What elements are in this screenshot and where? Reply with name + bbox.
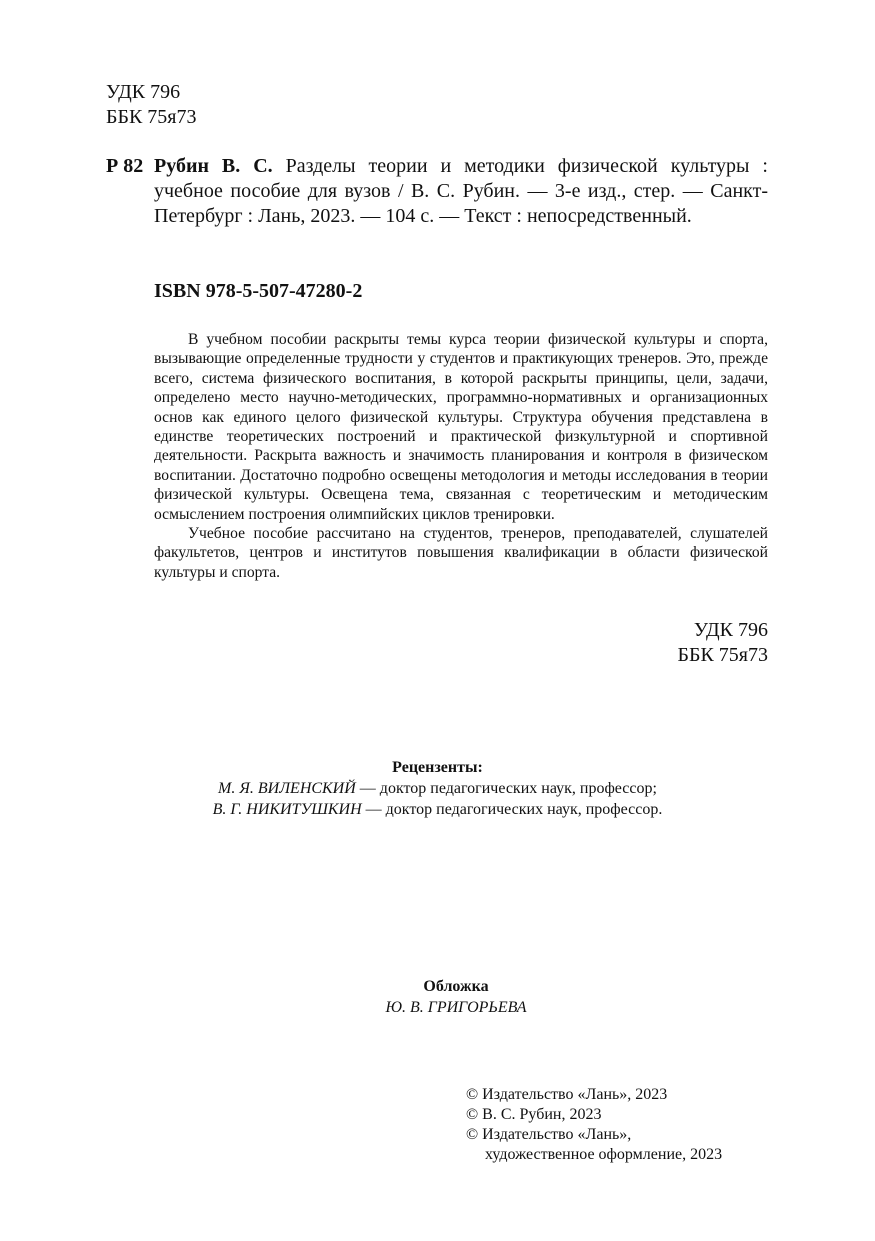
- reviewers: [0, 757, 875, 820]
- bibliographic-description: [154, 154, 768, 229]
- udk-code: УДК 796: [106, 81, 181, 103]
- cover-designer: Ю. В. ГРИГОРЬЕВА: [385, 999, 527, 1016]
- udk-bbk-footer: [600, 618, 768, 668]
- reviewer-line: [0, 778, 875, 799]
- reviewer-description: — доктор педагогических наук, профессор;: [355, 780, 657, 797]
- description-text: Разделы теории и методики физической культуры : учебное пособие для вузов / В. С. Рубин. — 3-е изд., стер. — Санкт-Петербург : Лань, 2023. — 104 с. — Текст : непосредственный.: [154, 155, 768, 227]
- reviewer-line: [0, 799, 875, 820]
- isbn: ISBN 978-5-507-47280-2: [154, 280, 363, 302]
- bbk-code: ББК 75я73: [106, 106, 197, 128]
- reviewers-heading: Рецензенты:: [392, 759, 483, 776]
- annotation-paragraph: Учебное пособие рассчитано на студентов, тренеров, преподавателей, слушателей факультетов, центров и институтов повышения квалификации в области физической культуры и спорта.: [154, 525, 768, 581]
- copyright-block: [466, 1085, 722, 1165]
- annotation: [154, 330, 768, 582]
- copyright-line: © Издательство «Лань»,: [466, 1126, 632, 1143]
- reviewer-name: М. Я. ВИЛЕНСКИЙ: [218, 780, 356, 797]
- udk-bbk-header: [106, 80, 197, 130]
- cover-heading: Обложка: [423, 978, 489, 995]
- reviewer-description: — доктор педагогических наук, профессор.: [361, 801, 663, 818]
- copyright-line: © В. С. Рубин, 2023: [466, 1106, 602, 1123]
- copyright-line: © Издательство «Лань», 2023: [466, 1086, 668, 1103]
- udk-code: УДК 796: [693, 619, 768, 641]
- cover-credit: [0, 976, 875, 1018]
- reviewer-name: В. Г. НИКИТУШКИН: [212, 801, 362, 818]
- author-name: Рубин В. С.: [154, 155, 273, 177]
- author-sign: Р 82: [106, 155, 144, 177]
- bbk-code: ББК 75я73: [677, 644, 768, 666]
- bibliographic-entry: [106, 154, 768, 229]
- annotation-paragraph: В учебном пособии раскрыты темы курса теории физической культуры и спорта, вызывающие определенные трудности у студентов и практикующих тренеров. Это, прежде всего, система физического воспитания, в которой раскрыты принципы, цели, задачи, определено место научно-методических, программно-нормативных и организационных основ как единого целого физической культуры. Структура обучения представлена в единстве теоретических построений и практической физкультурной и спортивной деятельности. Раскрыта важность и значимость планирования и контроля в физическом воспитании. Достаточно подробно освещены методология и методы исследования в теории физической культуры. Освещена тема, связанная с теоретическим и методическим осмыслением построения олимпийских циклов тренировки.: [154, 331, 768, 523]
- copyright-line: художественное оформление, 2023: [485, 1146, 723, 1163]
